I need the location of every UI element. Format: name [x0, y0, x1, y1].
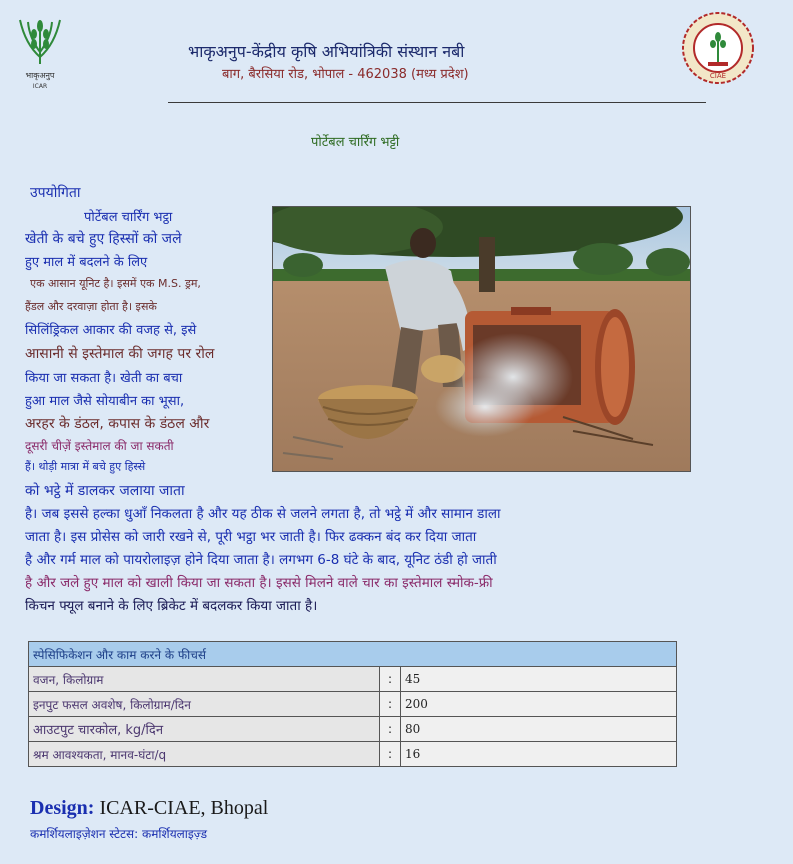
spec-separator: : [380, 692, 401, 717]
paragraph-line: किचन फ्यूल बनाने के लिए ब्रिकेट में बदलकर किया जाता है। [25, 598, 318, 614]
paragraph-line: है और जले हुए माल को खाली किया जा सकता है। इससे मिलने वाले चार का इस्तेमाल स्मोक-फ्री [25, 575, 493, 591]
paragraph-line: हैंडल और दरवाज़ा होता है। इसके [25, 300, 157, 313]
paragraph-line: हैं। थोड़ी मात्रा में बचे हुए हिस्से [25, 460, 146, 473]
spec-value: 80 [401, 717, 677, 742]
table-row [29, 692, 677, 717]
paragraph-line: है। जब इससे हल्का धुआँ निकलता है और यह ठीक से जलने लगता है, तो भट्ठे में और सामान डाला [25, 506, 501, 522]
table-row [29, 717, 677, 742]
paragraph-line: खेती के बचे हुए हिस्सों को जले [25, 231, 182, 247]
spec-separator: : [380, 717, 401, 742]
spec-value: 45 [401, 667, 677, 692]
paragraph-line: किया जा सकता है। खेती का बचा [25, 371, 183, 386]
kiln-photo [272, 206, 691, 472]
paragraph-line: एक आसान यूनिट है। इसमें एक M.S. ड्रम, [30, 277, 201, 290]
table-row [29, 742, 677, 767]
spec-label: श्रम आवश्यकता, मानव-घंटा/q [29, 742, 380, 767]
paragraph-line: सिलिंड्रिकल आकार की वजह से, इसे [25, 323, 197, 338]
paragraph-line: पोर्टेबल चार्रिंग भट्ठा [84, 210, 173, 225]
ciae-logo-icon [680, 10, 756, 86]
logo-left-subtext: ICAR [32, 83, 48, 90]
spec-value: 16 [401, 742, 677, 767]
paragraph-line: अरहर के डंठल, कपास के डंठल और [25, 416, 210, 432]
paragraph-line: को भट्ठे में डालकर जलाया जाता [25, 483, 185, 499]
paragraph-line: जाता है। इस प्रोसेस को जारी रखने से, पूरी भट्ठा भर जाती है। फिर ढक्कन बंद कर दिया जाता [25, 529, 477, 545]
design-credit [30, 797, 268, 820]
table-header-row [29, 642, 677, 667]
spec-value: 200 [401, 692, 677, 717]
spec-label: इनपुट फसल अवशेष, किलोग्राम/दिन [29, 692, 380, 717]
institute-title: भाकृअनुप-केंद्रीय कृषि अभियांत्रिकी संस्थान नबी [188, 42, 465, 61]
paragraph-line: हुआ माल जैसे सोयाबीन का भूसा, [25, 394, 185, 409]
design-value: ICAR-CIAE, Bhopal [99, 797, 269, 819]
spec-table [28, 641, 677, 767]
section-heading: उपयोगिता [30, 185, 81, 201]
paragraph-line: आसानी से इस्तेमाल की जगह पर रोल [25, 346, 215, 362]
header-divider [168, 102, 706, 103]
logo-right-text: CIAE [709, 72, 727, 80]
commercialization-status: कमर्शियलाइज़ेशन स्टेटस: कमर्शियलाइज़्ड [30, 827, 208, 841]
table-heading: स्पेसिफिकेशन और काम करने के फीचर्स [29, 642, 677, 667]
design-label: Design: [30, 797, 95, 819]
paragraph-line: है और गर्म माल को पायरोलाइज़ होने दिया जाता है। लगभग 6-8 घंटे के बाद, यूनिट ठंडी हो जाती [25, 552, 497, 568]
icar-logo-icon [10, 12, 70, 94]
paragraph-line: हुए माल में बदलने के लिए [25, 255, 148, 270]
page-title: पोर्टेबल चार्रिंग भट्टी [311, 135, 400, 150]
institute-address: बाग, बैरसिया रोड, भोपाल - 462038 (मध्य प्रदेश) [222, 67, 469, 82]
spec-label: वजन, किलोग्राम [29, 667, 380, 692]
logo-left-text: भाकृअनुप [25, 71, 55, 80]
spec-separator: : [380, 742, 401, 767]
spec-separator: : [380, 667, 401, 692]
paragraph-line: दूसरी चीज़ें इस्तेमाल की जा सकती [25, 439, 174, 453]
spec-label: आउटपुट चारकोल, kg/दिन [29, 717, 380, 742]
table-row [29, 667, 677, 692]
